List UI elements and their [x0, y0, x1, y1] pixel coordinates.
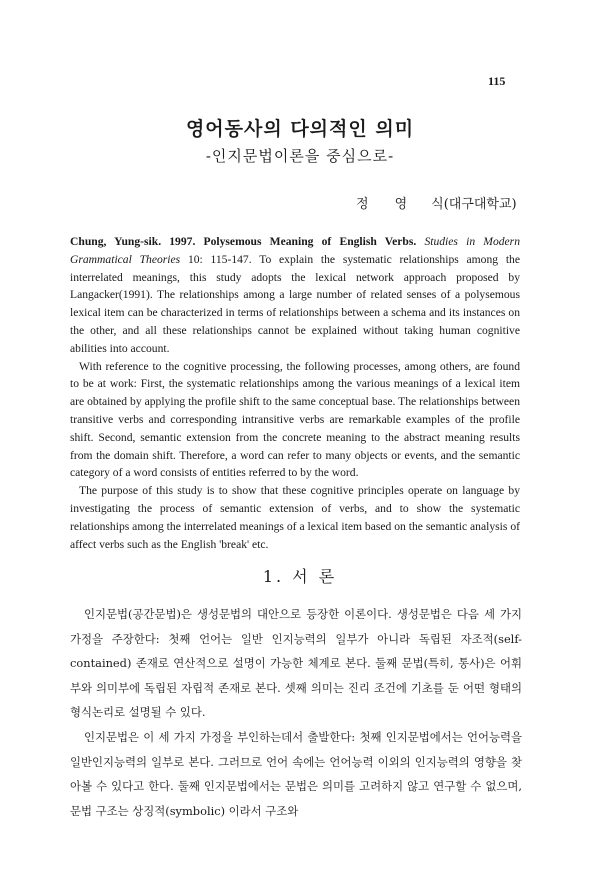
- author-name-part: 식: [431, 197, 444, 212]
- section-body: [70, 602, 522, 823]
- citation-journal: Studies in Modern Grammatical Theories: [70, 235, 520, 266]
- body-paragraph: 인지문법은 이 세 가지 가정을 부인하는데서 출발한다: 첫째 인지문법에서는 언어능력을 일반인지능력의 일부로 본다. 그러므로 언어 속에는 언어능력 이외의 인지능력의 영향을 찾아볼 수 있다고 한다. 둘째 인지문법에서는 문법은 의미를 고려하지 않고 연구할 수 없으며, 문법 구조는 상징적(symbolic) 이라서 구조와: [70, 729, 522, 818]
- abstract-paragraph: The purpose of this study is to show that these cognitive principles operate on language by investigating the process of semantic extension of verbs, and to show the systematic relationships among the interrelated meanings of a lexical item based on the semantic analysis of affect verbs such as the English 'break' etc.: [70, 484, 520, 551]
- abstract: [70, 233, 520, 553]
- citation-authors-title: Chung, Yung-sik. 1997. Polysemous Meaning of English Verbs.: [70, 235, 417, 248]
- paper-title: 영어동사의 다의적인 의미: [185, 118, 415, 140]
- abstract-paragraph: With reference to the cognitive processing, the following processes, among others, are found to be at work: First, the systematic relationships among the various meanings of a lexical item are obtained by applying the profile shift to the same conceptual base. The relationships between transitive verbs and corresponding intransitive verbs are remarkable examples of the profile shift. Second, semantic extension from the concrete meaning to the abstract meaning results from the domain shift. Therefore, a word can refer to many objects or events, and the semantic category of a word consists of entities referred to by the word.: [70, 359, 520, 480]
- author-affiliation: (대구대학교): [443, 197, 517, 212]
- body-paragraph: 인지문법(공간문법)은 생성문법의 대안으로 등장한 이론이다. 생성문법은 다음 세 가지 가정을 주장한다: 첫째 언어는 일반 인지능력의 일부가 아니라 독립된 자조적(self-contained) 존재로 연산적으로 설명이 가능한 체계로 본다. 둘째 문법(특히, 통사)은 어휘부와 의미부에 독립된 자립적 존재로 본다. 셋째 의미는 진리 조건에 기초를 둔 어떤 형태의 형식논리로 설명될 수 있다.: [70, 607, 522, 720]
- author-name-part: 정: [356, 197, 369, 212]
- author-name-part: 영: [394, 197, 408, 212]
- page-number: 115: [488, 74, 506, 88]
- section-heading: 1. 서 론: [262, 567, 338, 586]
- paper-subtitle: -인지문법이론을 중심으로-: [205, 147, 395, 165]
- abstract-text: To explain the systematic relationships among the interrelated meanings, this study adopts the lexical network approach proposed by Langacker(1991). The relationships among a large number of related senses of a polysemous lexical item can be characterized in terms of relationships between a schema and its instances on the other, and all these relationships cannot be explained without taking human cognitive abilities into account.: [70, 252, 520, 355]
- author-line: [356, 193, 517, 212]
- abstract-paragraph: [70, 233, 520, 358]
- citation-volume-pages: 10: 115-147.: [187, 252, 252, 266]
